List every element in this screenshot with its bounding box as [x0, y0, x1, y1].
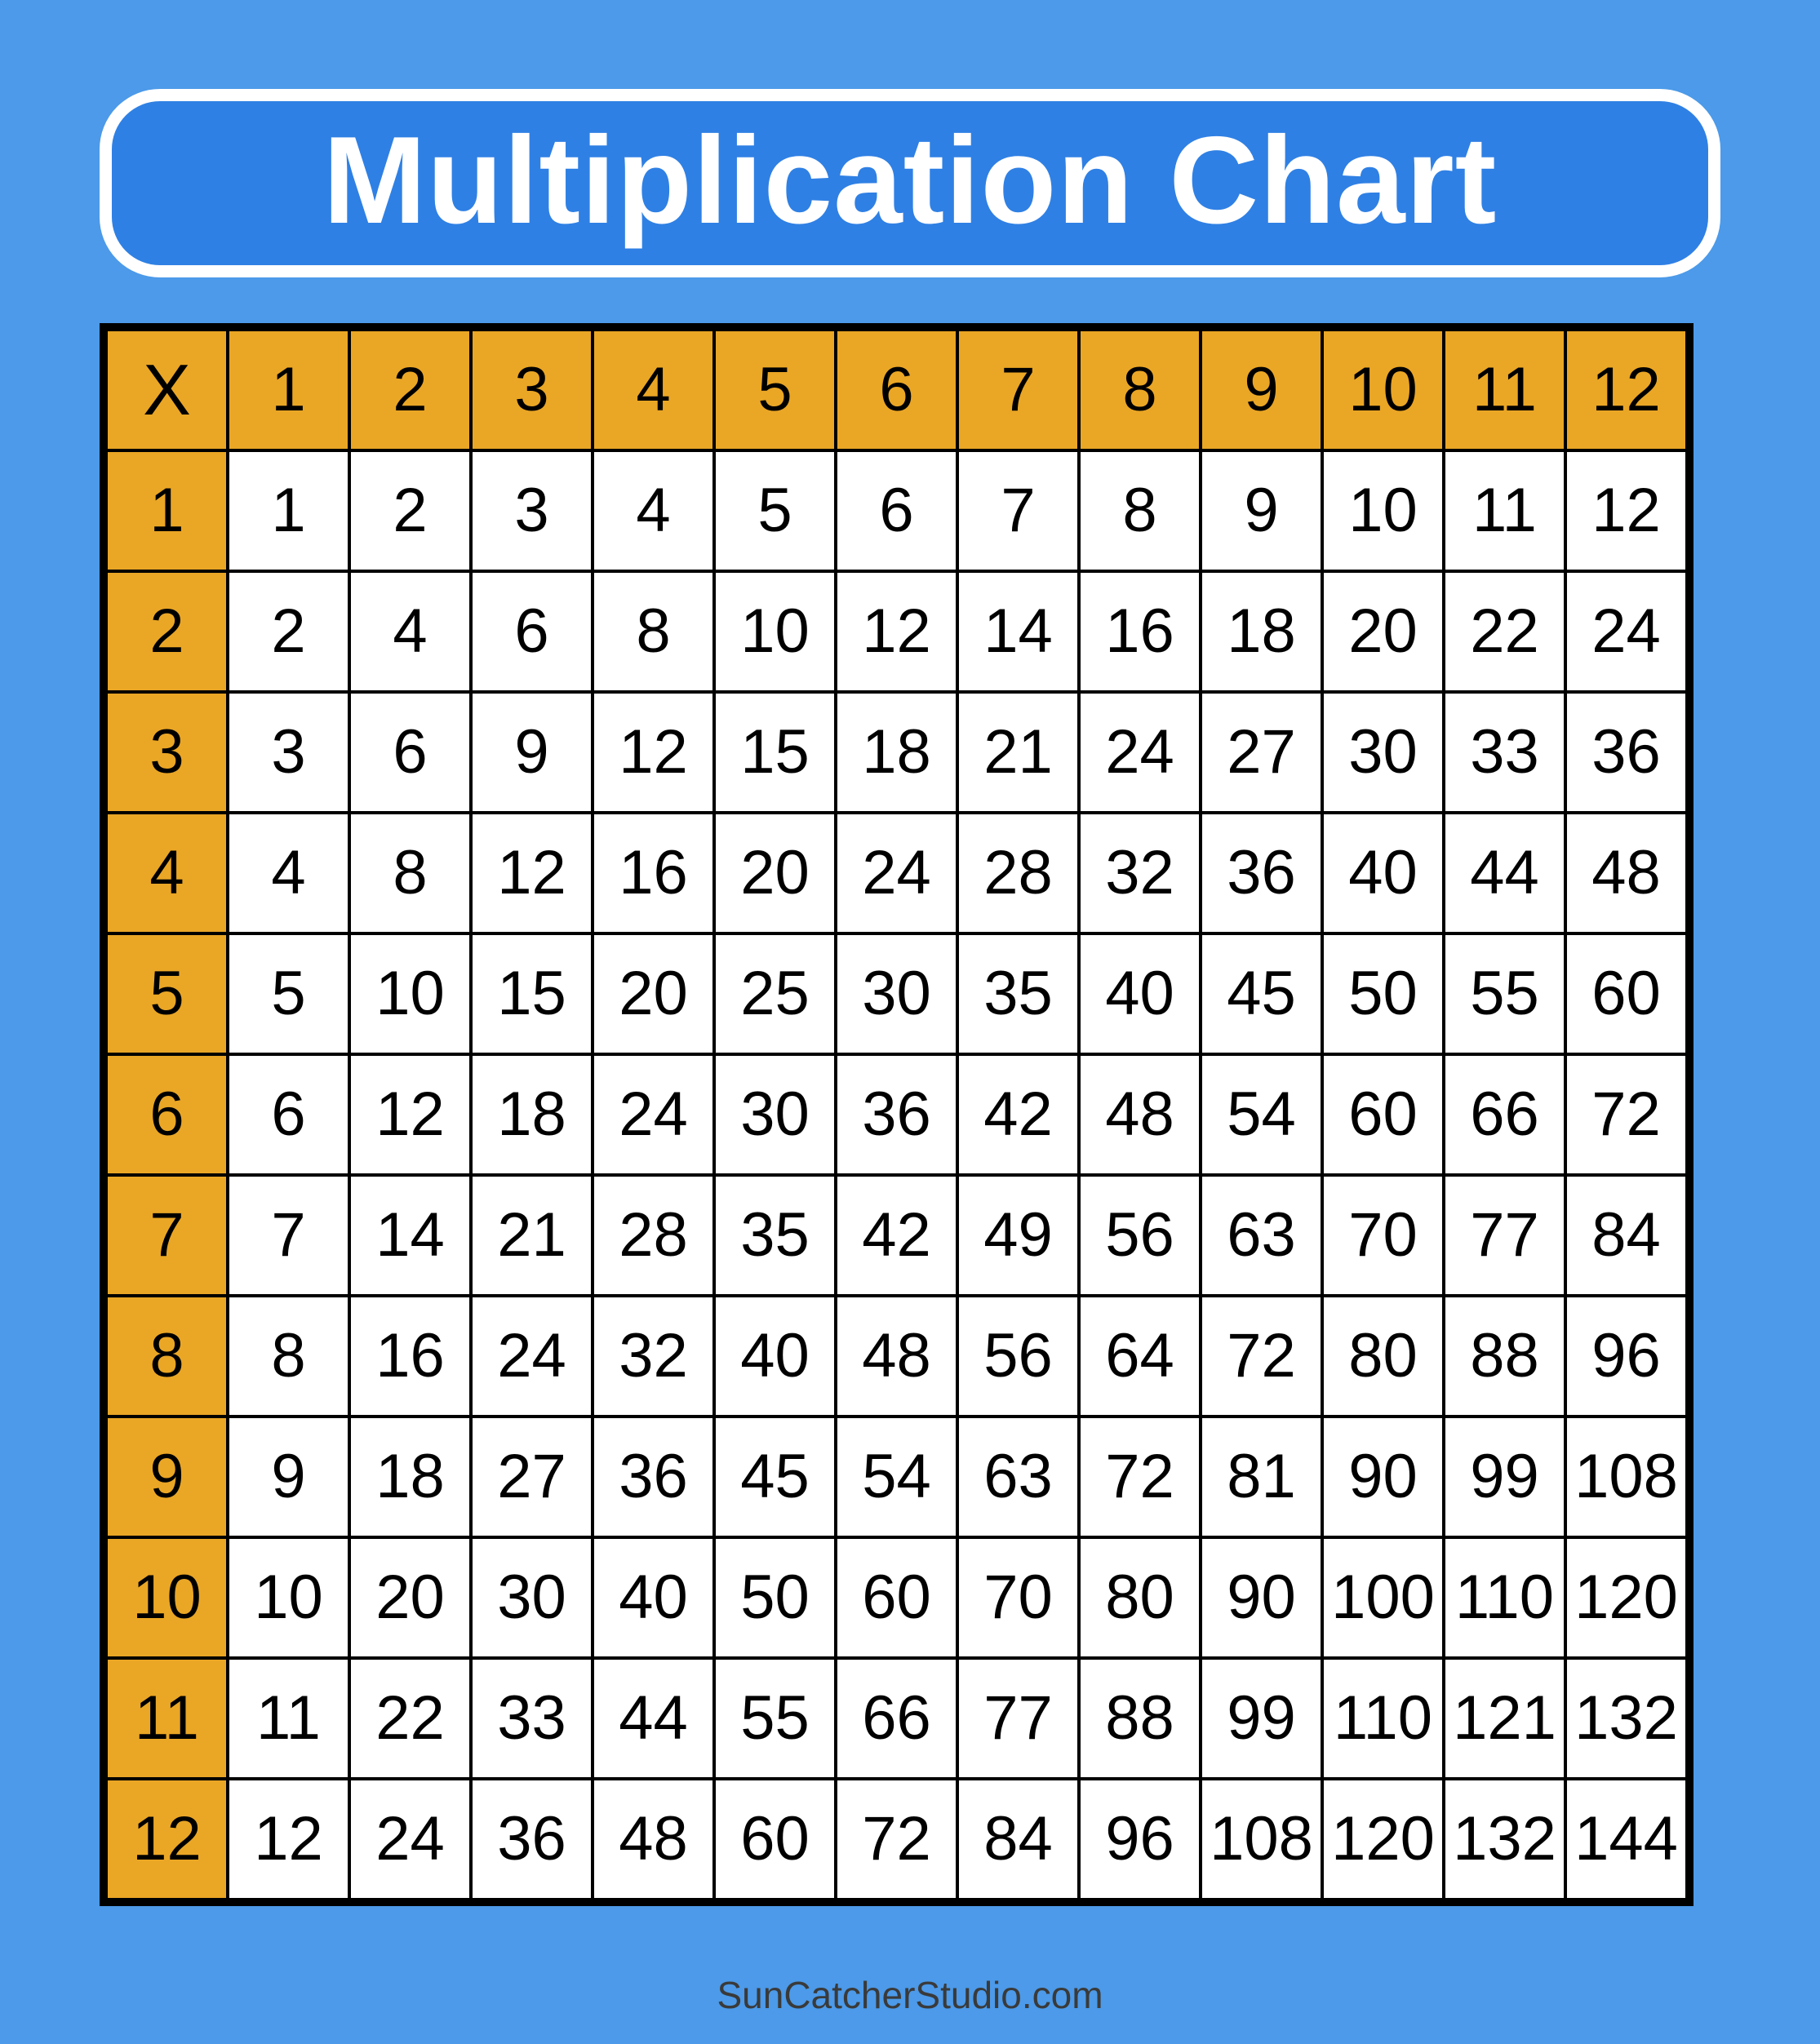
product-cell: 30: [714, 1054, 836, 1175]
column-header-cell: 7: [957, 327, 1079, 450]
product-cell: 121: [1444, 1658, 1565, 1779]
row-header-cell: 4: [104, 813, 228, 933]
page-title: Multiplication Chart: [322, 110, 1498, 250]
product-cell: 12: [593, 692, 714, 813]
column-header-cell: 5: [714, 327, 836, 450]
product-cell: 6: [836, 450, 957, 571]
product-cell: 8: [1079, 450, 1201, 571]
table-row: [104, 692, 1689, 813]
product-cell: 10: [714, 571, 836, 692]
product-cell: 14: [349, 1175, 471, 1296]
product-cell: 81: [1201, 1417, 1322, 1537]
column-header-cell: 8: [1079, 327, 1201, 450]
product-cell: 90: [1201, 1537, 1322, 1658]
product-cell: 90: [1322, 1417, 1444, 1537]
product-cell: 60: [1322, 1054, 1444, 1175]
table-row: [104, 450, 1689, 571]
product-cell: 50: [1322, 933, 1444, 1054]
product-cell: 44: [1444, 813, 1565, 933]
product-cell: 21: [957, 692, 1079, 813]
table-row: [104, 933, 1689, 1054]
product-cell: 20: [1322, 571, 1444, 692]
table-row: [104, 1054, 1689, 1175]
product-cell: 15: [471, 933, 593, 1054]
product-cell: 54: [1201, 1054, 1322, 1175]
product-cell: 45: [714, 1417, 836, 1537]
product-cell: 18: [349, 1417, 471, 1537]
product-cell: 5: [228, 933, 349, 1054]
product-cell: 63: [957, 1417, 1079, 1537]
product-cell: 77: [957, 1658, 1079, 1779]
row-header-cell: 9: [104, 1417, 228, 1537]
product-cell: 70: [957, 1537, 1079, 1658]
product-cell: 99: [1444, 1417, 1565, 1537]
product-cell: 22: [349, 1658, 471, 1779]
corner-cell: X: [104, 327, 228, 450]
column-header-cell: 12: [1565, 327, 1689, 450]
product-cell: 55: [1444, 933, 1565, 1054]
product-cell: 18: [471, 1054, 593, 1175]
product-cell: 30: [1322, 692, 1444, 813]
product-cell: 66: [1444, 1054, 1565, 1175]
product-cell: 80: [1079, 1537, 1201, 1658]
multiplication-table: [100, 323, 1693, 1906]
product-cell: 22: [1444, 571, 1565, 692]
product-cell: 50: [714, 1537, 836, 1658]
product-cell: 24: [471, 1296, 593, 1417]
product-cell: 4: [349, 571, 471, 692]
product-cell: 10: [349, 933, 471, 1054]
product-cell: 42: [836, 1175, 957, 1296]
table-row: [104, 1175, 1689, 1296]
product-cell: 9: [228, 1417, 349, 1537]
product-cell: 12: [471, 813, 593, 933]
product-cell: 72: [1079, 1417, 1201, 1537]
product-cell: 12: [836, 571, 957, 692]
product-cell: 20: [714, 813, 836, 933]
product-cell: 6: [471, 571, 593, 692]
column-header-cell: 10: [1322, 327, 1444, 450]
product-cell: 35: [957, 933, 1079, 1054]
product-cell: 120: [1565, 1537, 1689, 1658]
product-cell: 2: [228, 571, 349, 692]
row-header-cell: 12: [104, 1779, 228, 1902]
product-cell: 99: [1201, 1658, 1322, 1779]
product-cell: 10: [228, 1537, 349, 1658]
product-cell: 144: [1565, 1779, 1689, 1902]
product-cell: 88: [1444, 1296, 1565, 1417]
product-cell: 48: [593, 1779, 714, 1902]
product-cell: 45: [1201, 933, 1322, 1054]
product-cell: 24: [836, 813, 957, 933]
row-header-cell: 1: [104, 450, 228, 571]
product-cell: 120: [1322, 1779, 1444, 1902]
row-header-cell: 10: [104, 1537, 228, 1658]
product-cell: 15: [714, 692, 836, 813]
product-cell: 40: [593, 1537, 714, 1658]
product-cell: 14: [957, 571, 1079, 692]
product-cell: 132: [1565, 1658, 1689, 1779]
product-cell: 56: [1079, 1175, 1201, 1296]
product-cell: 25: [714, 933, 836, 1054]
product-cell: 2: [349, 450, 471, 571]
product-cell: 16: [1079, 571, 1201, 692]
product-cell: 54: [836, 1417, 957, 1537]
row-header-cell: 2: [104, 571, 228, 692]
product-cell: 72: [1201, 1296, 1322, 1417]
product-cell: 96: [1079, 1779, 1201, 1902]
product-cell: 8: [349, 813, 471, 933]
product-cell: 32: [593, 1296, 714, 1417]
product-cell: 21: [471, 1175, 593, 1296]
product-cell: 30: [836, 933, 957, 1054]
product-cell: 84: [957, 1779, 1079, 1902]
product-cell: 108: [1201, 1779, 1322, 1902]
product-cell: 27: [471, 1417, 593, 1537]
table-row: [104, 813, 1689, 933]
product-cell: 48: [1565, 813, 1689, 933]
product-cell: 27: [1201, 692, 1322, 813]
product-cell: 48: [1079, 1054, 1201, 1175]
product-cell: 55: [714, 1658, 836, 1779]
footer-credit: SunCatcherStudio.com: [717, 1974, 1103, 2016]
product-cell: 24: [1079, 692, 1201, 813]
product-cell: 7: [957, 450, 1079, 571]
product-cell: 4: [593, 450, 714, 571]
product-cell: 88: [1079, 1658, 1201, 1779]
product-cell: 72: [836, 1779, 957, 1902]
product-cell: 18: [836, 692, 957, 813]
product-cell: 16: [349, 1296, 471, 1417]
product-cell: 16: [593, 813, 714, 933]
product-cell: 24: [1565, 571, 1689, 692]
row-header-cell: 11: [104, 1658, 228, 1779]
table-row: [104, 1779, 1689, 1902]
row-header-cell: 7: [104, 1175, 228, 1296]
product-cell: 3: [228, 692, 349, 813]
product-cell: 60: [836, 1537, 957, 1658]
table-row: [104, 1417, 1689, 1537]
column-header-cell: 9: [1201, 327, 1322, 450]
product-cell: 70: [1322, 1175, 1444, 1296]
table-row: [104, 1296, 1689, 1417]
product-cell: 20: [349, 1537, 471, 1658]
product-cell: 28: [593, 1175, 714, 1296]
product-cell: 36: [1565, 692, 1689, 813]
product-cell: 40: [714, 1296, 836, 1417]
product-cell: 60: [1565, 933, 1689, 1054]
table-row: [104, 571, 1689, 692]
product-cell: 44: [593, 1658, 714, 1779]
product-cell: 36: [593, 1417, 714, 1537]
product-cell: 56: [957, 1296, 1079, 1417]
product-cell: 9: [471, 692, 593, 813]
column-header-cell: 11: [1444, 327, 1565, 450]
product-cell: 110: [1444, 1537, 1565, 1658]
product-cell: 1: [228, 450, 349, 571]
product-cell: 20: [593, 933, 714, 1054]
product-cell: 12: [349, 1054, 471, 1175]
product-cell: 132: [1444, 1779, 1565, 1902]
product-cell: 12: [1565, 450, 1689, 571]
product-cell: 33: [471, 1658, 593, 1779]
column-header-cell: 3: [471, 327, 593, 450]
product-cell: 100: [1322, 1537, 1444, 1658]
product-cell: 66: [836, 1658, 957, 1779]
product-cell: 42: [957, 1054, 1079, 1175]
product-cell: 6: [228, 1054, 349, 1175]
row-header-cell: 6: [104, 1054, 228, 1175]
product-cell: 4: [228, 813, 349, 933]
product-cell: 35: [714, 1175, 836, 1296]
product-cell: 5: [714, 450, 836, 571]
column-header-cell: 6: [836, 327, 957, 450]
product-cell: 36: [836, 1054, 957, 1175]
product-cell: 63: [1201, 1175, 1322, 1296]
product-cell: 12: [228, 1779, 349, 1902]
product-cell: 18: [1201, 571, 1322, 692]
product-cell: 7: [228, 1175, 349, 1296]
product-cell: 33: [1444, 692, 1565, 813]
product-cell: 24: [349, 1779, 471, 1902]
product-cell: 96: [1565, 1296, 1689, 1417]
product-cell: 30: [471, 1537, 593, 1658]
product-cell: 80: [1322, 1296, 1444, 1417]
row-header-cell: 5: [104, 933, 228, 1054]
product-cell: 36: [471, 1779, 593, 1902]
product-cell: 6: [349, 692, 471, 813]
product-cell: 8: [593, 571, 714, 692]
column-header-cell: 1: [228, 327, 349, 450]
column-header-cell: 2: [349, 327, 471, 450]
table-row: [104, 1537, 1689, 1658]
product-cell: 110: [1322, 1658, 1444, 1779]
title-panel: [100, 89, 1720, 277]
table-row: [104, 1658, 1689, 1779]
product-cell: 49: [957, 1175, 1079, 1296]
product-cell: 60: [714, 1779, 836, 1902]
product-cell: 48: [836, 1296, 957, 1417]
row-header-cell: 8: [104, 1296, 228, 1417]
product-cell: 11: [1444, 450, 1565, 571]
row-header-cell: 3: [104, 692, 228, 813]
product-cell: 10: [1322, 450, 1444, 571]
product-cell: 36: [1201, 813, 1322, 933]
header-row: [104, 327, 1689, 450]
product-cell: 84: [1565, 1175, 1689, 1296]
product-cell: 40: [1322, 813, 1444, 933]
product-cell: 32: [1079, 813, 1201, 933]
product-cell: 77: [1444, 1175, 1565, 1296]
product-cell: 9: [1201, 450, 1322, 571]
product-cell: 11: [228, 1658, 349, 1779]
product-cell: 3: [471, 450, 593, 571]
product-cell: 108: [1565, 1417, 1689, 1537]
product-cell: 72: [1565, 1054, 1689, 1175]
column-header-cell: 4: [593, 327, 714, 450]
product-cell: 64: [1079, 1296, 1201, 1417]
product-cell: 24: [593, 1054, 714, 1175]
product-cell: 8: [228, 1296, 349, 1417]
product-cell: 40: [1079, 933, 1201, 1054]
product-cell: 28: [957, 813, 1079, 933]
